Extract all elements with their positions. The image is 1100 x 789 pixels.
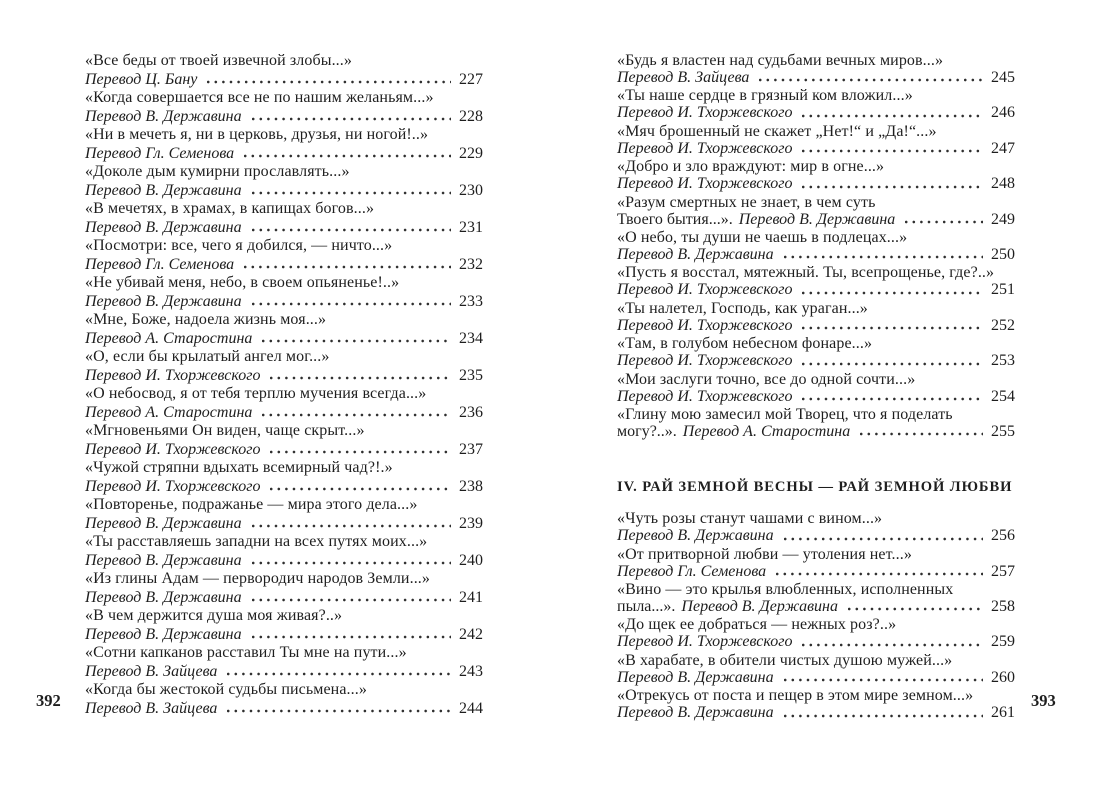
- entry-leader: [85, 589, 483, 606]
- toc-entry: [85, 532, 483, 569]
- page-number: 238: [459, 478, 483, 495]
- toc-entry: [617, 370, 1015, 405]
- entry-title: «Не убивай меня, небо, в своем опьяненье!..»: [85, 274, 400, 291]
- dot-leader: [784, 710, 983, 720]
- translator-credit: Перевод В. Державина: [85, 515, 242, 532]
- translator-credit: Перевод И. Тхоржевского: [617, 139, 793, 157]
- entry-title: «В мечетях, в храмах, в капищах богов...»: [85, 200, 375, 217]
- toc-entry: [85, 273, 483, 310]
- entry-title: «Когда бы жестокой судьбы письмена...»: [85, 681, 367, 698]
- title-continuation: пыла...».: [617, 598, 676, 616]
- toc-entry: [617, 405, 1015, 440]
- entry-leader: [617, 247, 1015, 263]
- page-number: 245: [991, 68, 1015, 86]
- page-number: 229: [459, 145, 483, 162]
- entry-leader: [85, 626, 483, 643]
- toc-entry: [85, 495, 483, 532]
- entry-leader: [85, 256, 483, 273]
- toc-entry: [617, 263, 1015, 298]
- dot-leader: [802, 393, 983, 403]
- toc-entry: [617, 122, 1015, 157]
- page-number: 255: [991, 422, 1015, 440]
- page-number: 248: [991, 175, 1015, 193]
- translator-credit: Перевод В. Державина: [617, 668, 774, 686]
- translator-credit: Перевод Гл. Семенова: [85, 145, 235, 162]
- entry-title: «Посмотри: все, чего я добился, — ничто...»: [85, 237, 393, 254]
- entry-title: «Мои заслуги точно, все до одной сочти...»: [617, 370, 916, 388]
- dot-leader: [802, 639, 983, 649]
- page-number: 261: [991, 704, 1015, 722]
- entry-leader: [617, 141, 1015, 157]
- entry-title: «Там, в голубом небесном фонаре...»: [617, 335, 873, 353]
- entry-title: «О небо, ты души не чаешь в подлецах...»: [617, 228, 908, 246]
- entry-leader: [85, 700, 483, 717]
- translator-credit: Перевод В. Державина: [85, 182, 242, 199]
- page-number: 246: [991, 104, 1015, 122]
- entry-title: «Ты налетел, Господь, как ураган...»: [617, 299, 868, 317]
- entry-leader: [617, 176, 1015, 192]
- entry-title: «Глину мою замесил мой Творец, что я поделать: [617, 405, 953, 423]
- page-number: 239: [459, 515, 483, 532]
- toc-entry: [617, 86, 1015, 121]
- page-number: 227: [459, 71, 483, 88]
- entry-leader: [617, 212, 1015, 228]
- toc-entry: [617, 228, 1015, 263]
- entry-leader: [85, 663, 483, 680]
- dot-leader: [802, 358, 983, 368]
- section-heading: IV. РАЙ ЗЕМНОЙ ВЕСНЫ — РАЙ ЗЕМНОЙ ЛЮБВИ: [617, 479, 1013, 496]
- translator-credit: Перевод И. Тхоржевского: [85, 367, 261, 384]
- toc-entry: [617, 509, 1015, 544]
- dot-leader: [244, 150, 451, 160]
- toc-entry: [85, 643, 483, 680]
- entry-title: «Чужой стряпни вдыхать всемирный чад?!.»: [85, 459, 393, 476]
- dot-leader: [252, 298, 451, 308]
- translator-credit: Перевод В. Державина: [85, 293, 242, 310]
- page-number: 258: [991, 598, 1015, 616]
- translator-credit: Перевод В. Зайцева: [85, 663, 218, 680]
- translator-credit: Перевод И. Тхоржевского: [617, 316, 793, 334]
- entry-leader: [617, 564, 1015, 580]
- translator-credit: Перевод И. Тхоржевского: [85, 441, 261, 458]
- page-number: 235: [459, 367, 483, 384]
- translator-credit: Перевод В. Державина: [681, 598, 838, 616]
- toc-entry: [85, 88, 483, 125]
- entry-title: «Будь я властен над судьбами вечных миров...»: [617, 52, 944, 69]
- dot-leader: [252, 557, 451, 567]
- toc-page-left: [85, 51, 483, 717]
- dot-leader: [207, 76, 451, 86]
- entry-title: «В чем держится душа моя живая?..»: [85, 607, 343, 624]
- page-number: 237: [459, 441, 483, 458]
- entry-title: «Из глины Адам — первородич народов Земли...»: [85, 570, 430, 587]
- entry-leader: [85, 330, 483, 347]
- page-number: 253: [991, 352, 1015, 370]
- page-number: 256: [991, 527, 1015, 545]
- dot-leader: [252, 520, 451, 530]
- toc-entry: [617, 193, 1015, 228]
- translator-credit: Перевод В. Зайцева: [85, 700, 218, 717]
- dot-leader: [784, 533, 983, 543]
- translator-credit: Перевод В. Державина: [85, 108, 242, 125]
- page-number: 241: [459, 589, 483, 606]
- entry-title: «Разум смертных не знает, в чем суть: [617, 193, 876, 211]
- dot-leader: [262, 409, 451, 419]
- translator-credit: Перевод И. Тхоржевского: [617, 175, 793, 193]
- toc-entry: [85, 162, 483, 199]
- toc-entry: [85, 421, 483, 458]
- folio-left: 392: [36, 691, 61, 710]
- entry-title: «Вино — это крылья влюбленных, исполненных: [617, 581, 954, 599]
- entry-leader: [85, 219, 483, 236]
- page-number: 244: [459, 700, 483, 717]
- dot-leader: [227, 668, 451, 678]
- page-number: 254: [991, 387, 1015, 405]
- toc-entry: [85, 51, 483, 88]
- entry-leader: [85, 182, 483, 199]
- page-number: 234: [459, 330, 483, 347]
- title-continuation: могу?..».: [617, 422, 677, 440]
- entry-leader: [85, 478, 483, 495]
- entry-title: «Мне, Боже, надоела жизнь моя...»: [85, 311, 327, 328]
- dot-leader: [252, 113, 451, 123]
- entry-title: «Когда совершается все не по нашим желаньям...»: [85, 89, 434, 106]
- entry-title: «Ни в мечеть я, ни в церковь, друзья, ни ногой!..»: [85, 126, 429, 143]
- entry-leader: [617, 599, 1015, 615]
- entry-leader: [617, 318, 1015, 334]
- dot-leader: [776, 568, 983, 578]
- translator-credit: Перевод Гл. Семенова: [617, 562, 767, 580]
- entry-title: «О, если бы крылатый ангел мог...»: [85, 348, 330, 365]
- toc-entry: [85, 458, 483, 495]
- toc-entry: [85, 199, 483, 236]
- folio-right: 393: [1031, 691, 1056, 710]
- entry-title: «Ты расставляешь западни на всех путях моих...»: [85, 533, 428, 550]
- toc-page-right: [617, 51, 1015, 722]
- page-number: 252: [991, 316, 1015, 334]
- entry-title: «О небосвод, я от тебя терплю мучения всегда...»: [85, 385, 427, 402]
- toc-entry: [85, 606, 483, 643]
- translator-credit: Перевод Ц. Бану: [85, 71, 198, 88]
- page-number: 240: [459, 552, 483, 569]
- translator-credit: Перевод И. Тхоржевского: [617, 104, 793, 122]
- toc-entry: [85, 347, 483, 384]
- page-number: 259: [991, 633, 1015, 651]
- translator-credit: Перевод И. Тхоржевского: [617, 352, 793, 370]
- page-number: 247: [991, 139, 1015, 157]
- translator-credit: Перевод В. Державина: [738, 210, 896, 228]
- translator-credit: Перевод В. Державина: [85, 552, 242, 569]
- dot-leader: [848, 603, 983, 613]
- dot-leader: [784, 674, 983, 684]
- translator-credit: Перевод В. Зайцева: [617, 68, 750, 86]
- translator-credit: Перевод В. Державина: [617, 245, 774, 263]
- toc-entry: [85, 384, 483, 421]
- translator-credit: Перевод И. Тхоржевского: [85, 478, 261, 495]
- entry-title: «До щек ее добраться — нежных роз?..»: [617, 616, 897, 634]
- entry-leader: [617, 528, 1015, 544]
- toc-entry: [617, 334, 1015, 369]
- entry-leader: [617, 670, 1015, 686]
- page-number: 228: [459, 108, 483, 125]
- entry-leader: [617, 353, 1015, 369]
- translator-credit: Перевод И. Тхоржевского: [617, 633, 793, 651]
- entry-title: «Чуть розы станут чашами с вином...»: [617, 510, 883, 528]
- dot-leader: [759, 74, 983, 84]
- toc-entry: [85, 310, 483, 347]
- translator-credit: Перевод И. Тхоржевского: [617, 281, 793, 299]
- entry-title: «Сотни капканов расставил Ты мне на пути...»: [85, 644, 407, 661]
- translator-credit: Перевод Гл. Семенова: [85, 256, 235, 273]
- page-number: 232: [459, 256, 483, 273]
- dot-leader: [802, 181, 983, 191]
- entry-leader: [85, 367, 483, 384]
- translator-credit: Перевод В. Державина: [85, 219, 242, 236]
- page-number: 257: [991, 562, 1015, 580]
- entry-leader: [85, 108, 483, 125]
- toc-entry: [85, 680, 483, 717]
- entry-leader: [617, 70, 1015, 86]
- dot-leader: [227, 705, 451, 715]
- dot-leader: [802, 287, 983, 297]
- entry-title: «Добро и зло враждуют: мир в огне...»: [617, 158, 885, 176]
- toc-entry: [85, 569, 483, 606]
- entry-title: «Мгновеньями Он виден, чаще скрыт...»: [85, 422, 365, 439]
- toc-entry: [617, 545, 1015, 580]
- page-number: 251: [991, 281, 1015, 299]
- entry-title: «Все беды от твоей извечной злобы...»: [85, 52, 352, 69]
- toc-entry: [617, 157, 1015, 192]
- dot-leader: [262, 335, 451, 345]
- toc-entry: [617, 51, 1015, 86]
- page-number: 231: [459, 219, 483, 236]
- dot-leader: [270, 446, 451, 456]
- entry-leader: [85, 404, 483, 421]
- entry-title: «От притворной любви — утоления нет...»: [617, 545, 912, 563]
- dot-leader: [905, 216, 983, 226]
- dot-leader: [252, 594, 451, 604]
- entry-leader: [85, 441, 483, 458]
- entry-title: «В харабате, в обители чистых душою мужей...»: [617, 651, 953, 669]
- entry-leader: [617, 705, 1015, 721]
- entry-title: «Повторенье, подражанье — мира этого дела...»: [85, 496, 418, 513]
- toc-entry: [617, 580, 1015, 615]
- dot-leader: [244, 261, 451, 271]
- dot-leader: [802, 110, 983, 120]
- toc-entry: [85, 236, 483, 273]
- entry-title: «Отрекусь от поста и пещер в этом мире земном...»: [617, 687, 974, 705]
- page-number: 243: [459, 663, 483, 680]
- entry-leader: [85, 145, 483, 162]
- entry-title: «Доколе дым кумирни прославлять...»: [85, 163, 350, 180]
- entry-leader: [617, 282, 1015, 298]
- dot-leader: [252, 224, 451, 234]
- toc-entry: [617, 615, 1015, 650]
- translator-credit: Перевод И. Тхоржевского: [617, 387, 793, 405]
- toc-entry: [85, 125, 483, 162]
- entry-leader: [617, 424, 1015, 440]
- entry-leader: [617, 634, 1015, 650]
- dot-leader: [802, 145, 983, 155]
- translator-credit: Перевод А. Старостина: [85, 404, 253, 421]
- dot-leader: [784, 251, 983, 261]
- page-number: 249: [991, 210, 1015, 228]
- dot-leader: [252, 187, 451, 197]
- entry-title: «Мяч брошенный не скажет „Нет!“ и „Да!“...»: [617, 122, 937, 140]
- toc-entry: [617, 686, 1015, 721]
- translator-credit: Перевод А. Старостина: [85, 330, 253, 347]
- dot-leader: [270, 483, 451, 493]
- dot-leader: [270, 372, 451, 382]
- page-number: 260: [991, 668, 1015, 686]
- entry-leader: [85, 552, 483, 569]
- entry-title: «Ты наше сердце в грязный ком вложил...»: [617, 87, 913, 105]
- translator-credit: Перевод В. Державина: [617, 527, 774, 545]
- entry-leader: [617, 389, 1015, 405]
- translator-credit: Перевод В. Державина: [85, 626, 242, 643]
- dot-leader: [860, 428, 983, 438]
- entry-leader: [85, 293, 483, 310]
- dot-leader: [252, 631, 451, 641]
- page-number: 242: [459, 626, 483, 643]
- entry-leader: [617, 105, 1015, 121]
- translator-credit: Перевод В. Державина: [85, 589, 242, 606]
- page-number: 236: [459, 404, 483, 421]
- page-number: 230: [459, 182, 483, 199]
- page-number: 233: [459, 293, 483, 310]
- translator-credit: Перевод В. Державина: [617, 704, 774, 722]
- toc-entry: [617, 299, 1015, 334]
- entry-leader: [85, 71, 483, 88]
- title-continuation: Твоего бытия...».: [617, 210, 733, 228]
- translator-credit: Перевод А. Старостина: [682, 422, 851, 440]
- dot-leader: [802, 322, 983, 332]
- entry-title: «Пусть я восстал, мятежный. Ты, всепрощенье, где?..»: [617, 264, 995, 282]
- entry-leader: [85, 515, 483, 532]
- toc-entry: [617, 651, 1015, 686]
- page-number: 250: [991, 245, 1015, 263]
